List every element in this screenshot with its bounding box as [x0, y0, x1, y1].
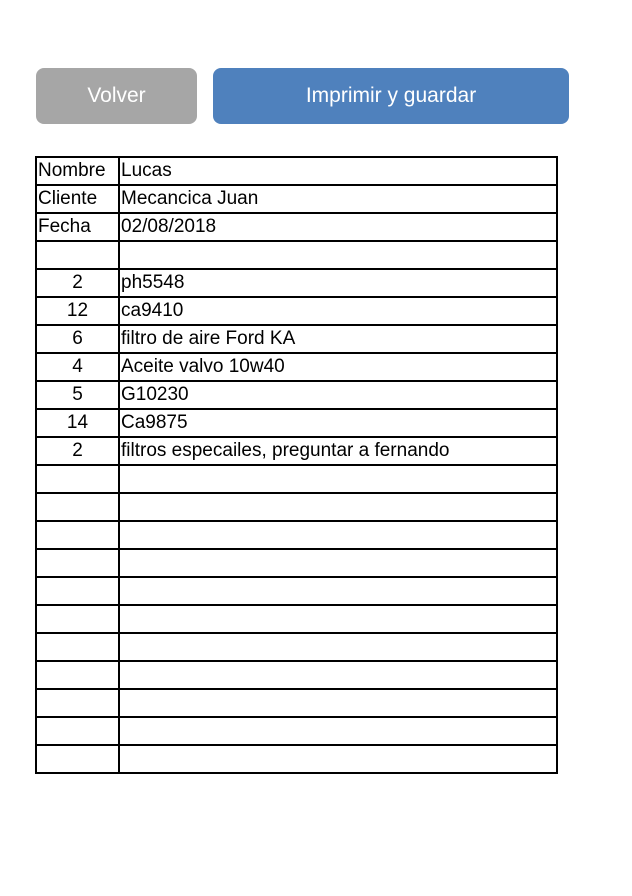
table-row [36, 353, 557, 381]
table-row [36, 297, 557, 325]
description-cell[interactable] [119, 241, 557, 269]
table-row [36, 605, 557, 633]
table-row [36, 633, 557, 661]
table-row [36, 689, 557, 717]
description-cell[interactable]: Aceite valvo 10w40 [119, 353, 557, 381]
quantity-cell[interactable] [36, 577, 119, 605]
date-value[interactable]: 02/08/2018 [119, 213, 557, 241]
quantity-cell[interactable] [36, 465, 119, 493]
client-label[interactable]: Cliente [36, 185, 119, 213]
description-cell[interactable] [119, 661, 557, 689]
table-row [36, 325, 557, 353]
description-cell[interactable] [119, 633, 557, 661]
description-cell[interactable] [119, 465, 557, 493]
table-row [36, 521, 557, 549]
quantity-cell[interactable] [36, 549, 119, 577]
description-cell[interactable]: filtro de aire Ford KA [119, 325, 557, 353]
description-cell[interactable]: Ca9875 [119, 409, 557, 437]
description-cell[interactable] [119, 717, 557, 745]
quantity-cell[interactable] [36, 241, 119, 269]
table-row [36, 717, 557, 745]
back-button[interactable]: Volver [36, 68, 197, 124]
table-row [36, 409, 557, 437]
table-row [36, 269, 557, 297]
quantity-cell[interactable] [36, 493, 119, 521]
description-cell[interactable] [119, 493, 557, 521]
quantity-cell[interactable] [36, 661, 119, 689]
print-and-save-button[interactable]: Imprimir y guardar [213, 68, 569, 124]
table-row [36, 661, 557, 689]
description-cell[interactable] [119, 521, 557, 549]
client-value[interactable]: Mecancica Juan [119, 185, 557, 213]
table-row [36, 549, 557, 577]
client-row [36, 185, 557, 213]
description-cell[interactable]: ca9410 [119, 297, 557, 325]
quantity-cell[interactable]: 2 [36, 437, 119, 465]
quantity-cell[interactable] [36, 633, 119, 661]
order-sheet [35, 156, 558, 774]
quantity-cell[interactable]: 14 [36, 409, 119, 437]
quantity-cell[interactable] [36, 717, 119, 745]
description-cell[interactable] [119, 689, 557, 717]
description-cell[interactable] [119, 577, 557, 605]
date-label[interactable]: Fecha [36, 213, 119, 241]
quantity-cell[interactable] [36, 745, 119, 773]
table-row [36, 381, 557, 409]
table-row [36, 745, 557, 773]
quantity-cell[interactable]: 12 [36, 297, 119, 325]
description-cell[interactable] [119, 745, 557, 773]
description-cell[interactable] [119, 605, 557, 633]
quantity-cell[interactable]: 2 [36, 269, 119, 297]
description-cell[interactable]: ph5548 [119, 269, 557, 297]
table-row [36, 437, 557, 465]
date-row [36, 213, 557, 241]
table-row [36, 577, 557, 605]
table-row [36, 493, 557, 521]
quantity-cell[interactable]: 5 [36, 381, 119, 409]
quantity-cell[interactable] [36, 689, 119, 717]
name-label[interactable]: Nombre [36, 157, 119, 185]
quantity-cell[interactable] [36, 605, 119, 633]
table-row [36, 241, 557, 269]
name-value[interactable]: Lucas [119, 157, 557, 185]
description-cell[interactable] [119, 549, 557, 577]
description-cell[interactable]: G10230 [119, 381, 557, 409]
name-row [36, 157, 557, 185]
quantity-cell[interactable]: 6 [36, 325, 119, 353]
quantity-cell[interactable] [36, 521, 119, 549]
description-cell[interactable]: filtros especailes, preguntar a fernando [119, 437, 557, 465]
table-row [36, 465, 557, 493]
quantity-cell[interactable]: 4 [36, 353, 119, 381]
